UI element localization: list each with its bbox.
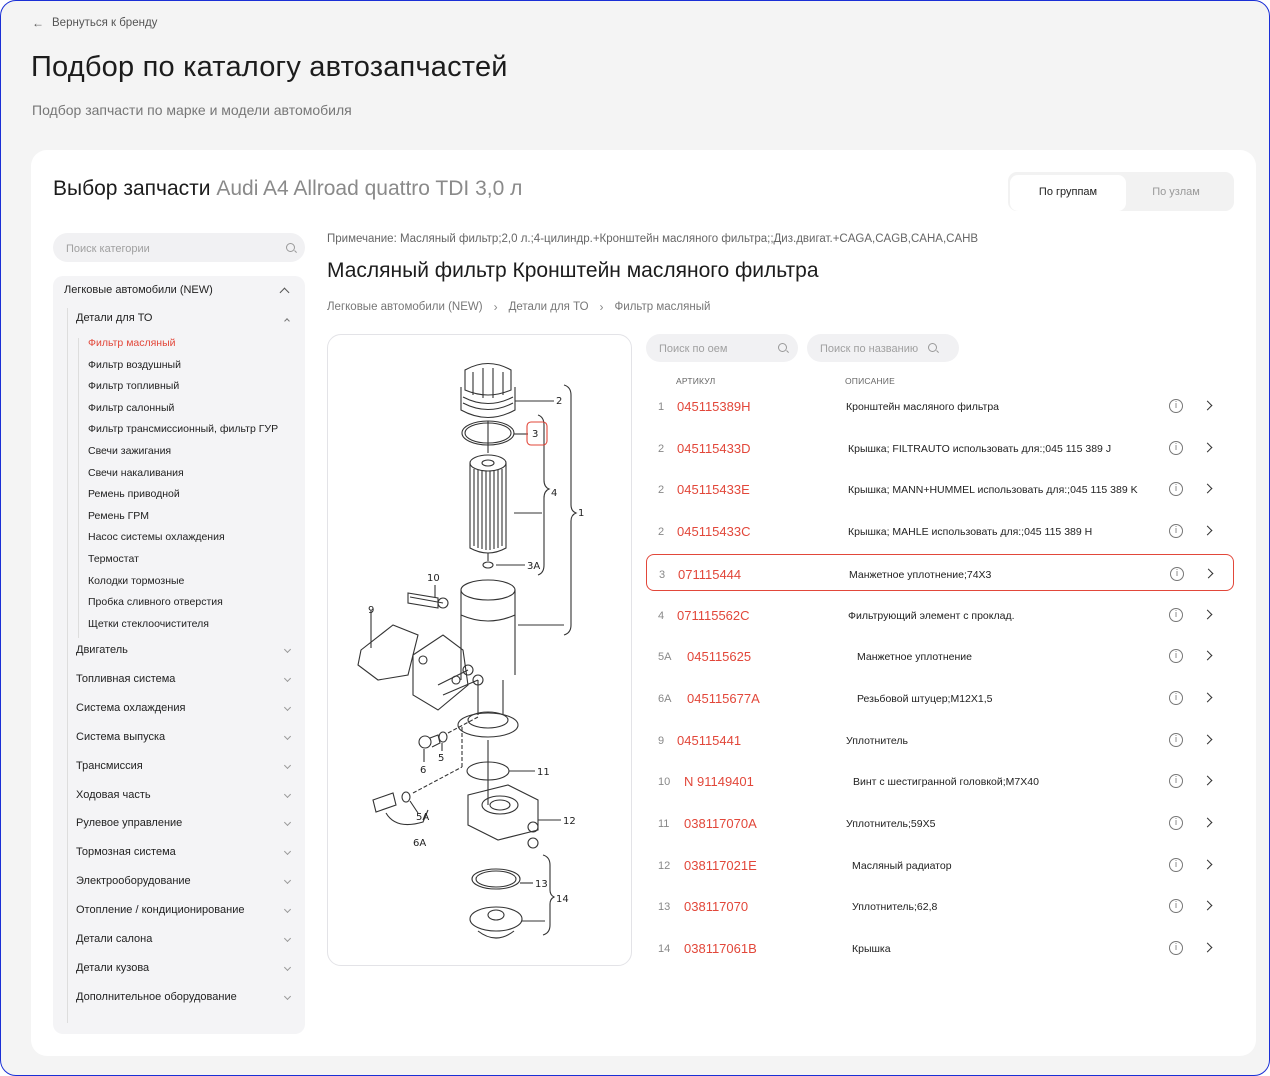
part-description: Крышка; MAHLE использовать для:;045 115 389 H [848,526,1093,539]
diagram-label[interactable]: 13 [535,879,548,890]
part-position: 10 [658,776,671,789]
chevron-right-icon[interactable] [1203,859,1213,869]
chevron-right-icon[interactable] [1203,651,1213,661]
part-description: Уплотнитель;59X5 [846,818,936,830]
breadcrumb-item[interactable]: Легковые автомобили (NEW) [327,301,483,313]
diagram-label[interactable]: 4 [551,488,558,499]
chevron-right-icon[interactable] [1203,943,1213,953]
tree-item[interactable]: Термостат [88,553,139,565]
part-row[interactable] [646,846,1234,883]
diagram-label[interactable]: 6A [413,838,427,849]
info-icon[interactable]: i [1169,774,1183,788]
info-icon[interactable]: i [1169,858,1183,872]
part-position: 1 [658,401,665,413]
chevron-down-icon[interactable] [284,790,291,797]
diagram-label[interactable]: 3 [532,429,539,440]
info-icon[interactable]: i [1169,733,1183,747]
tree-group[interactable]: Тормозная система [76,846,176,859]
category-search-input[interactable] [64,233,268,264]
tree-item[interactable]: Щетки стеклоочистителя [88,617,209,630]
tree-group-open[interactable]: Детали для ТО [76,312,153,324]
tree-item[interactable]: Свечи зажигания [88,445,172,457]
part-description: Уплотнитель;62,8 [852,901,938,914]
part-row[interactable] [646,637,1234,674]
part-description: Крышка; MANN+HUMMEL использовать для:;045 115 389 K [848,484,1138,497]
part-position: 6A [658,692,672,705]
name-search [807,334,959,362]
view-toggle [1008,172,1234,211]
part-article-link[interactable]: 038117021E [684,857,757,873]
info-icon[interactable]: i [1169,608,1183,622]
info-icon[interactable]: i [1170,567,1184,581]
info-icon[interactable]: i [1169,482,1183,496]
part-description: Фильтрующий элемент с проклад. [848,609,1015,622]
part-position: 2 [658,526,665,539]
chevron-right-icon[interactable] [1203,692,1213,702]
diagram-label[interactable]: 10 [427,573,440,584]
part-row[interactable] [646,387,1234,424]
part-article-link[interactable]: 045115433D [677,440,751,456]
info-icon[interactable]: i [1169,441,1183,455]
diagram-label[interactable]: 1 [578,508,585,519]
part-description: Кронштейн масляного фильтра [846,401,1000,413]
info-icon[interactable]: i [1169,816,1183,830]
diagram-label[interactable]: 9 [368,605,375,616]
tree-item[interactable]: Фильтр трансмиссионный, фильтр ГУР [88,423,279,436]
part-row[interactable] [646,554,1234,591]
search-icon[interactable] [286,243,295,252]
chevron-right-icon[interactable] [1203,526,1213,536]
part-row[interactable] [646,887,1234,924]
part-article-link[interactable]: 071115444 [678,566,742,582]
tree-root[interactable]: Легковые автомобили (NEW) [64,284,213,296]
breadcrumb-item[interactable]: Детали для ТО [508,301,589,313]
chevron-right-icon: › [599,300,604,314]
chevron-down-icon[interactable] [284,704,291,711]
part-position: 5A [658,651,672,664]
column-header-description: ОПИСАНИЕ [845,376,895,386]
part-row[interactable] [646,929,1234,966]
chevron-down-icon[interactable] [284,733,291,740]
tree-item[interactable]: Насос системы охлаждения [88,531,225,544]
tree-group[interactable]: Рулевое управление [76,817,183,830]
part-row[interactable] [646,679,1234,716]
part-description: Манжетное уплотнение [857,651,972,664]
chevron-right-icon[interactable] [1203,442,1213,452]
chevron-down-icon[interactable] [284,906,291,913]
part-description: Масляный радиатор [852,859,952,872]
diagram-label[interactable]: 5A [416,812,430,823]
part-article-link[interactable]: 045115389H [677,399,751,414]
tree-item[interactable]: Фильтр масляный [88,337,176,349]
chevron-down-icon[interactable] [284,993,291,1000]
exploded-diagram [328,335,631,965]
tree-item[interactable]: Ремень приводной [88,488,180,501]
part-article-link[interactable]: 045115677A [687,690,760,706]
tree-rail [67,308,68,1023]
part-position: 4 [658,609,665,622]
part-position: 9 [658,734,665,747]
toggle-by-groups[interactable]: По группам [1010,175,1126,211]
chevron-down-icon[interactable] [284,877,291,884]
tree-group[interactable]: Двигатель [76,644,128,656]
chevron-right-icon[interactable] [1204,568,1214,578]
back-to-brand-link[interactable] [32,16,157,30]
part-article-link[interactable]: N 91149401 [684,774,754,790]
tree-group[interactable]: Топливная система [76,672,176,685]
part-description: Уплотнитель [846,734,908,747]
chevron-down-icon[interactable] [284,762,291,769]
part-row[interactable] [646,429,1234,466]
diagram-label[interactable]: 12 [563,816,576,827]
part-position: 3 [659,568,666,581]
part-article-link[interactable]: 045115441 [677,732,742,748]
part-description: Крышка [852,943,891,956]
part-description: Винт с шестигранной головкой;M7X40 [853,776,1039,789]
part-position: 2 [658,442,665,455]
info-icon[interactable]: i [1169,524,1183,538]
parts-diagram[interactable] [327,334,632,966]
card-title [53,177,522,201]
part-article-link[interactable]: 045115433E [677,482,750,498]
category-tree [53,276,305,1034]
part-description: Резьбовой штуцер;M12X1,5 [857,692,993,705]
tree-group[interactable]: Детали салона [76,933,153,945]
breadcrumb [327,300,710,314]
search-icon[interactable] [778,343,787,352]
diagram-label[interactable]: 11 [537,767,550,778]
section-title: Масляный фильтр Кронштейн масляного фильтра [327,259,819,282]
part-position: 13 [658,901,671,914]
chevron-down-icon[interactable] [284,675,291,682]
chevron-down-icon[interactable] [284,646,291,653]
search-icon[interactable] [928,343,937,352]
chevron-down-icon[interactable] [284,964,291,971]
tree-item[interactable]: Ремень ГРМ [88,509,149,522]
car-name: Audi A4 Allroad quattro TDI 3,0 л [216,177,523,200]
tree-group[interactable]: Система выпуска [76,730,166,743]
part-position: 11 [658,818,670,830]
tree-item[interactable]: Фильтр топливный [88,380,180,393]
tree-group[interactable]: Ходовая часть [76,788,151,801]
chevron-right-icon[interactable] [1203,734,1213,744]
part-article-link[interactable]: 038117061B [684,941,757,957]
tree-subrail [78,338,79,638]
tree-item[interactable]: Фильтр салонный [88,401,175,414]
chevron-up-icon[interactable] [280,288,290,298]
part-article-link[interactable]: 045115433C [677,524,751,540]
category-search [53,233,305,262]
part-description: Крышка; FILTRAUTO использовать для:;045 115 389 J [848,442,1112,455]
page-subtitle: Подбор запчасти по марке и модели автомобиля [32,102,352,118]
info-icon[interactable]: i [1169,899,1183,913]
chevron-up-icon[interactable] [284,318,290,324]
tree-item[interactable]: Свечи накаливания [88,466,184,479]
part-position: 14 [658,943,671,956]
info-icon[interactable]: i [1169,691,1183,705]
tree-item[interactable]: Пробка сливного отверстия [88,596,223,609]
tree-item[interactable]: Фильтр воздушный [88,358,181,371]
diagram-label[interactable]: 14 [556,894,569,905]
diagram-label[interactable]: 5 [438,753,445,764]
part-article-link[interactable]: 038117070 [684,899,749,915]
chevron-down-icon[interactable] [284,819,291,826]
tree-group[interactable]: Детали кузова [76,961,150,974]
part-article-link[interactable]: 045115625 [687,649,752,665]
part-description: Манжетное уплотнение;74X3 [849,568,992,581]
part-row[interactable] [646,721,1234,758]
part-position: 2 [658,484,665,497]
chevron-right-icon[interactable] [1203,776,1213,786]
chevron-right-icon: › [493,300,498,314]
toggle-by-nodes[interactable]: По узлам [1152,186,1200,198]
diagram-label[interactable]: 3A [527,561,541,572]
tree-group[interactable]: Трансмиссия [76,759,143,772]
tree-group[interactable]: Электрооборудование [76,875,191,888]
info-icon[interactable]: i [1169,399,1183,413]
column-header-article: АРТИКУЛ [676,376,716,386]
part-row[interactable] [646,470,1234,507]
tree-group[interactable]: Система охлаждения [76,701,186,714]
part-row[interactable] [646,804,1234,841]
back-label: Вернуться к бренду [52,17,158,29]
tree-group[interactable]: Дополнительное оборудование [76,990,237,1003]
chevron-down-icon[interactable] [284,848,291,855]
chevron-right-icon[interactable] [1203,401,1213,411]
part-row[interactable] [646,596,1234,633]
name-search-input[interactable] [818,334,942,364]
part-article-link[interactable]: 071115562C [677,607,750,623]
tree-item[interactable]: Колодки тормозные [88,574,185,587]
part-row[interactable] [646,512,1234,549]
oem-search-input[interactable] [657,334,781,364]
diagram-label[interactable]: 2 [556,396,563,407]
catalog-card [31,150,1256,1056]
part-note: Примечание: Масляный фильтр;2,0 л.;4-цилиндр.+Кронштейн масляного фильтра;;Диз.двигат.+CAGA,CAGB,CAHA,CAHB [327,233,979,245]
chevron-right-icon[interactable] [1203,901,1213,911]
part-article-link[interactable]: 038117070A [684,816,757,831]
breadcrumb-item[interactable]: Фильтр масляный [614,301,711,313]
page-title: Подбор по каталогу автозапчастей [31,51,508,83]
card-title-prefix: Выбор запчасти [53,177,211,200]
oem-search [646,334,798,362]
chevron-right-icon[interactable] [1203,609,1213,619]
chevron-down-icon[interactable] [284,935,291,942]
diagram-label[interactable]: 6 [420,765,427,776]
arrow-left-icon: ← [32,16,44,30]
part-row[interactable] [646,762,1234,799]
chevron-right-icon[interactable] [1203,484,1213,494]
chevron-right-icon[interactable] [1203,818,1213,828]
info-icon[interactable]: i [1169,649,1183,663]
info-icon[interactable]: i [1169,941,1183,955]
tree-group[interactable]: Отопление / кондиционирование [76,904,245,917]
part-position: 12 [658,859,671,872]
